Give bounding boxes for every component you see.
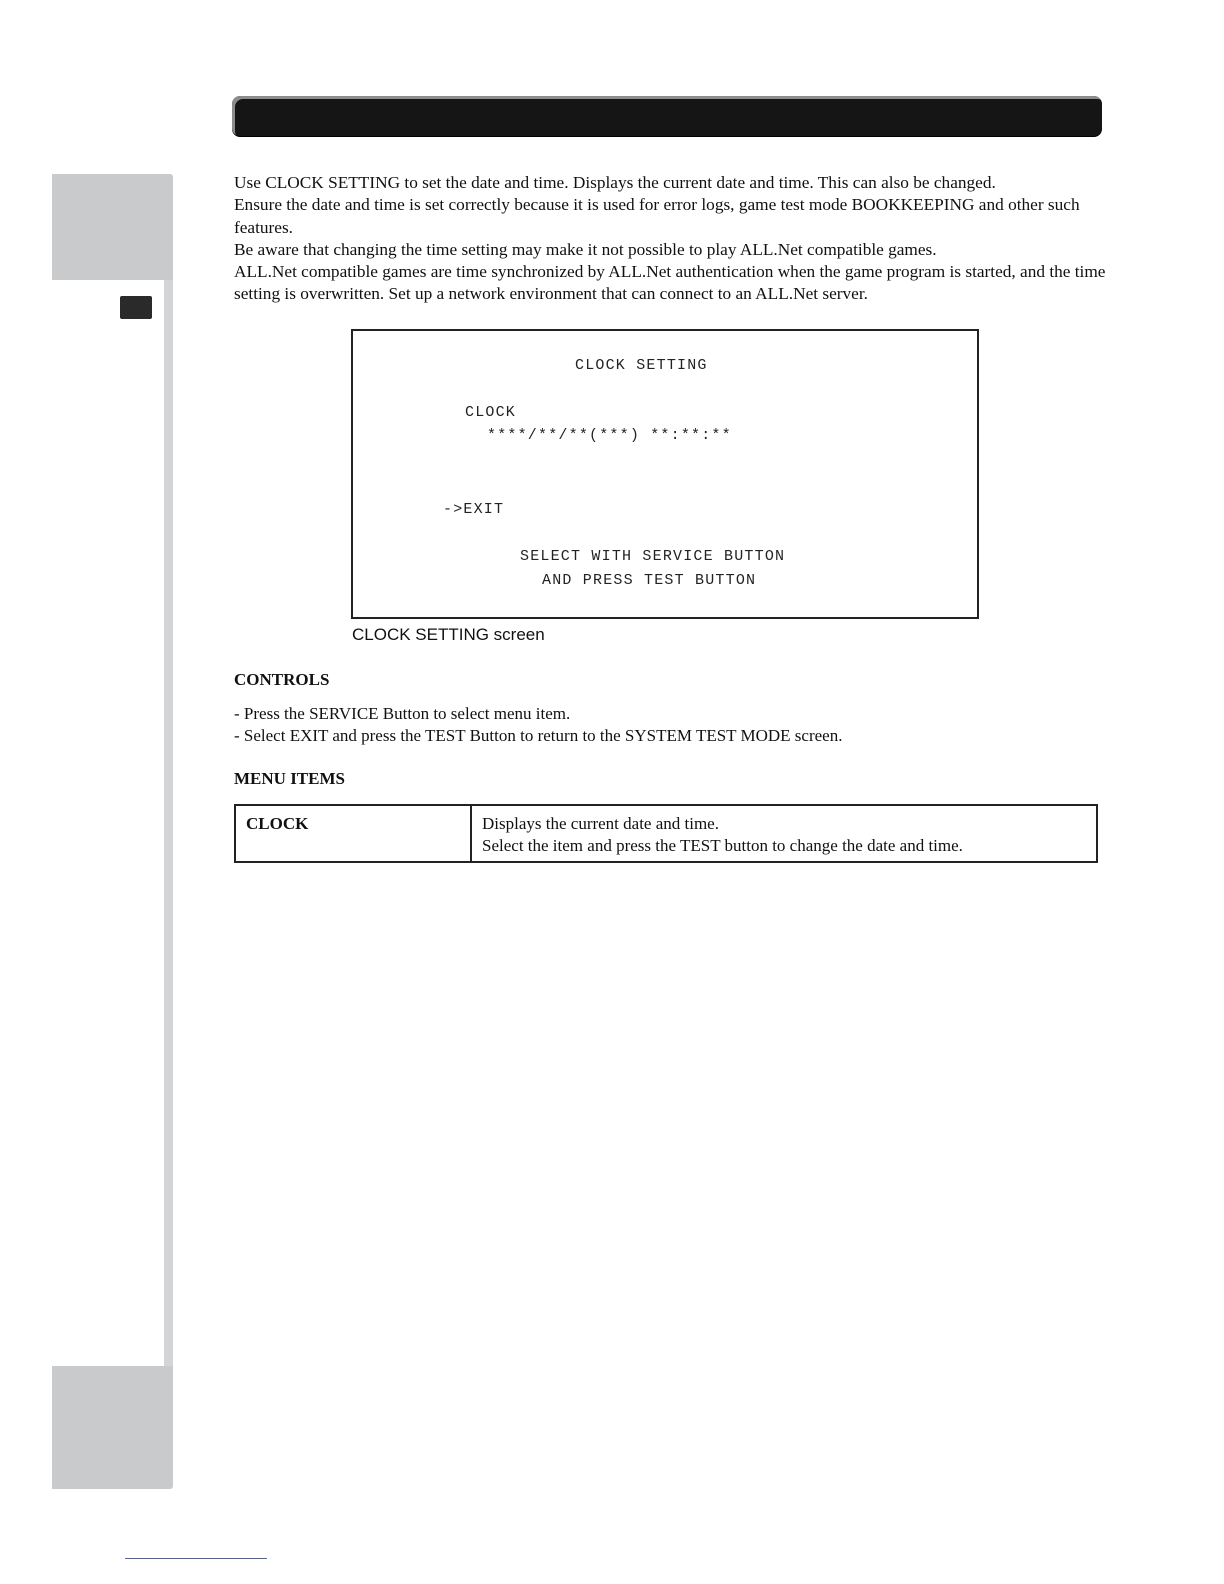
intro-line: ALL.Net compatible games are time synchronized by ALL.Net authentication when the game program is started, and the time setting is overwritten. Set up a network environment that can connect to an ALL.Net server. <box>234 262 1106 304</box>
intro-line: Ensure the date and time is set correctly because it is used for error logs, game test mode BOOKKEEPING and other such features. <box>234 195 1080 237</box>
section-header-bar <box>232 96 1102 136</box>
side-tab-top <box>52 174 173 280</box>
exit-item: ->EXIT <box>443 501 505 518</box>
screen-title: CLOCK SETTING <box>575 357 708 374</box>
clock-label: CLOCK <box>465 404 517 421</box>
chapter-marker <box>120 296 152 319</box>
side-tab-strip <box>164 280 173 1366</box>
table-row <box>235 805 1097 862</box>
controls-list <box>234 703 842 747</box>
controls-item: - Press the SERVICE Button to select menu item. <box>234 704 571 723</box>
instruction-line-1: SELECT WITH SERVICE BUTTON <box>520 548 786 565</box>
side-tab-bottom <box>52 1366 173 1489</box>
menu-items-heading: MENU ITEMS <box>234 769 345 788</box>
footer-link-line <box>125 1558 267 1559</box>
menu-item-name: CLOCK <box>235 805 471 862</box>
menu-item-description <box>471 805 1097 862</box>
intro-text <box>234 172 1114 306</box>
controls-item: - Select EXIT and press the TEST Button to return to the SYSTEM TEST MODE screen. <box>234 726 843 745</box>
clock-setting-screen <box>351 329 979 619</box>
controls-heading: CONTROLS <box>234 670 330 689</box>
instruction-line-2: AND PRESS TEST BUTTON <box>542 572 757 589</box>
description-line: Displays the current date and time. <box>482 814 719 833</box>
intro-line: Use CLOCK SETTING to set the date and time. Displays the current date and time. This can also be changed. <box>234 173 996 192</box>
screen-caption: CLOCK SETTING screen <box>352 625 545 644</box>
clock-value: ****/**/**(***) **:**:** <box>487 427 732 444</box>
menu-items-table <box>234 804 1098 863</box>
intro-line: Be aware that changing the time setting may make it not possible to play ALL.Net compatible games. <box>234 239 937 259</box>
description-line: Select the item and press the TEST button to change the date and time. <box>482 836 963 855</box>
